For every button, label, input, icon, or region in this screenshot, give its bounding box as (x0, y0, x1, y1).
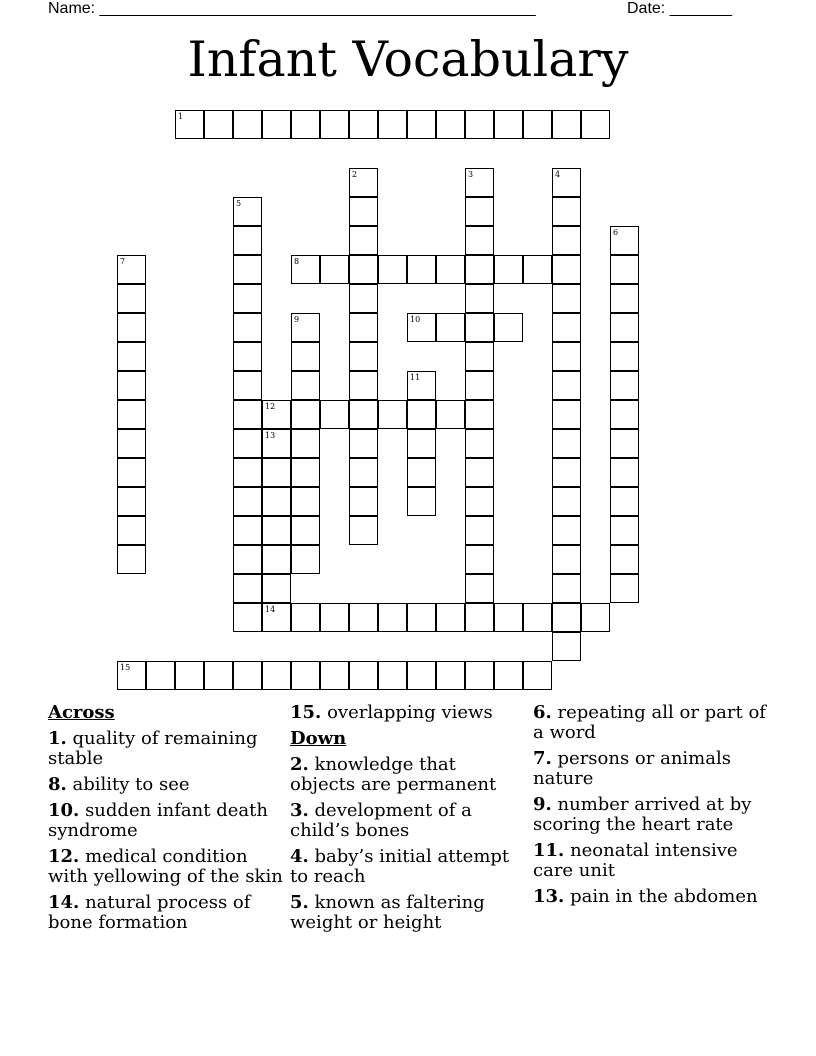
grid-cell[interactable] (117, 545, 146, 574)
grid-cell[interactable] (349, 313, 378, 342)
grid-cell[interactable] (320, 110, 349, 139)
name-line: Name: _________________________________________________ (48, 0, 536, 17)
grid-cell[interactable] (552, 632, 581, 661)
grid-cell[interactable] (291, 487, 320, 516)
grid-cell[interactable] (610, 313, 639, 342)
grid-cell[interactable] (378, 400, 407, 429)
clue-down-6: 6. repeating all or part of a word (533, 702, 766, 743)
grid-cell[interactable] (436, 255, 465, 284)
grid-cell[interactable] (465, 342, 494, 371)
cell-number: 13 (265, 431, 276, 440)
grid-cell[interactable] (436, 603, 465, 632)
grid-cell[interactable] (465, 545, 494, 574)
clue-down-5: 5. known as faltering weight or height (290, 892, 485, 933)
grid-cell[interactable] (378, 255, 407, 284)
grid-cell[interactable] (262, 110, 291, 139)
grid-cell[interactable] (262, 487, 291, 516)
clue-across-10: 10. sudden infant death syndrome (48, 800, 268, 841)
grid-cell[interactable] (291, 400, 320, 429)
grid-cell[interactable] (552, 226, 581, 255)
grid-cell[interactable] (233, 342, 262, 371)
grid-cell[interactable] (552, 168, 581, 197)
grid-cell[interactable] (117, 284, 146, 313)
grid-cell[interactable] (610, 342, 639, 371)
grid-cell[interactable] (552, 313, 581, 342)
grid-cell[interactable] (610, 458, 639, 487)
cell-number: 3 (468, 170, 474, 179)
grid-cell[interactable] (465, 284, 494, 313)
grid-cell[interactable] (262, 516, 291, 545)
grid-cell[interactable] (407, 255, 436, 284)
cell-number: 14 (265, 605, 276, 614)
grid-cell[interactable] (233, 487, 262, 516)
cell-number: 4 (555, 170, 561, 179)
grid-cell[interactable] (233, 400, 262, 429)
grid-cell[interactable] (291, 342, 320, 371)
grid-cell[interactable] (465, 371, 494, 400)
grid-cell[interactable] (494, 603, 523, 632)
grid-cell[interactable] (407, 458, 436, 487)
grid-cell[interactable] (204, 110, 233, 139)
grid-cell[interactable] (465, 255, 494, 284)
grid-cell[interactable] (233, 458, 262, 487)
clue-column-2 (290, 703, 525, 939)
grid-cell[interactable] (610, 255, 639, 284)
grid-cell[interactable] (552, 197, 581, 226)
cell-number: 2 (352, 170, 358, 179)
grid-cell[interactable] (233, 313, 262, 342)
grid-cell[interactable] (320, 603, 349, 632)
grid-cell[interactable] (436, 661, 465, 690)
grid-cell[interactable] (233, 110, 262, 139)
grid-cell[interactable] (407, 371, 436, 400)
grid-cell[interactable] (552, 255, 581, 284)
grid-cell[interactable] (262, 458, 291, 487)
cell-number: 7 (120, 257, 126, 266)
grid-cell[interactable] (610, 371, 639, 400)
grid-cell[interactable] (465, 168, 494, 197)
grid-cell[interactable] (349, 400, 378, 429)
grid-cell[interactable] (465, 661, 494, 690)
grid-cell[interactable] (610, 574, 639, 603)
grid-cell[interactable] (407, 400, 436, 429)
grid-cell[interactable] (349, 226, 378, 255)
grid-cell[interactable] (117, 458, 146, 487)
grid-cell[interactable] (233, 197, 262, 226)
grid-cell[interactable] (291, 371, 320, 400)
grid-cell[interactable] (175, 661, 204, 690)
grid-cell[interactable] (581, 110, 610, 139)
grid-cell[interactable] (175, 110, 204, 139)
grid-cell[interactable] (233, 516, 262, 545)
grid-cell[interactable] (552, 342, 581, 371)
grid-cell[interactable] (610, 226, 639, 255)
clue-down-9: 9. number arrived at by scoring the heart rate (533, 794, 752, 835)
cell-number: 9 (294, 315, 300, 324)
grid-cell[interactable] (494, 110, 523, 139)
grid-cell[interactable] (233, 284, 262, 313)
grid-cell[interactable] (552, 458, 581, 487)
grid-cell[interactable] (117, 255, 146, 284)
grid-cell[interactable] (320, 400, 349, 429)
grid-cell[interactable] (291, 516, 320, 545)
clue-down-3: 3. development of a child’s bones (290, 800, 472, 841)
grid-cell[interactable] (552, 400, 581, 429)
clue-column-3 (533, 703, 773, 913)
grid-cell[interactable] (552, 574, 581, 603)
grid-cell[interactable] (407, 603, 436, 632)
grid-cell[interactable] (117, 429, 146, 458)
grid-cell[interactable] (320, 661, 349, 690)
grid-cell[interactable] (117, 313, 146, 342)
grid-cell[interactable] (349, 516, 378, 545)
grid-cell[interactable] (465, 313, 494, 342)
grid-cell[interactable] (349, 255, 378, 284)
grid-cell[interactable] (349, 168, 378, 197)
grid-cell[interactable] (262, 574, 291, 603)
clue-down-4: 4. baby’s initial attempt to reach (290, 846, 510, 887)
grid-cell[interactable] (204, 661, 233, 690)
grid-cell[interactable] (233, 371, 262, 400)
clue-down-2: 2. knowledge that objects are permanent (290, 754, 497, 795)
grid-cell[interactable] (552, 110, 581, 139)
grid-cell[interactable] (494, 313, 523, 342)
grid-cell[interactable] (465, 429, 494, 458)
grid-cell[interactable] (262, 400, 291, 429)
grid-cell[interactable] (349, 371, 378, 400)
grid-cell[interactable] (117, 661, 146, 690)
grid-cell[interactable] (436, 110, 465, 139)
grid-cell[interactable] (378, 603, 407, 632)
grid-cell[interactable] (349, 429, 378, 458)
grid-cell[interactable] (610, 400, 639, 429)
clue-across-12: 12. medical condition with yellowing of the skin (48, 846, 283, 887)
grid-cell[interactable] (291, 110, 320, 139)
grid-cell[interactable] (291, 545, 320, 574)
grid-cell[interactable] (407, 487, 436, 516)
date-line: Date: _______ (627, 0, 732, 17)
grid-cell[interactable] (465, 487, 494, 516)
clue-down-7: 7. persons or animals nature (533, 748, 731, 789)
grid-cell[interactable] (465, 110, 494, 139)
cell-number: 11 (410, 373, 421, 382)
cell-number: 6 (613, 228, 619, 237)
grid-cell[interactable] (291, 661, 320, 690)
grid-cell[interactable] (610, 545, 639, 574)
grid-cell[interactable] (320, 255, 349, 284)
grid-cell[interactable] (494, 255, 523, 284)
grid-cell[interactable] (378, 661, 407, 690)
grid-cell[interactable] (465, 603, 494, 632)
grid-cell[interactable] (262, 545, 291, 574)
grid-cell[interactable] (610, 429, 639, 458)
grid-cell[interactable] (349, 661, 378, 690)
clue-across-14: 14. natural process of bone formation (48, 892, 251, 933)
grid-cell[interactable] (465, 400, 494, 429)
grid-cell[interactable] (262, 429, 291, 458)
grid-cell[interactable] (523, 255, 552, 284)
grid-cell[interactable] (349, 487, 378, 516)
grid-cell[interactable] (552, 487, 581, 516)
grid-cell[interactable] (262, 661, 291, 690)
clue-across-8: 8. ability to see (48, 774, 190, 795)
across-heading: Across (48, 702, 115, 723)
grid-cell[interactable] (436, 400, 465, 429)
cell-number: 5 (236, 199, 242, 208)
grid-cell[interactable] (378, 110, 407, 139)
grid-cell[interactable] (117, 342, 146, 371)
grid-cell[interactable] (291, 255, 320, 284)
grid-cell[interactable] (552, 516, 581, 545)
grid-cell[interactable] (349, 342, 378, 371)
grid-cell[interactable] (233, 661, 262, 690)
grid-cell[interactable] (407, 661, 436, 690)
grid-cell[interactable] (291, 313, 320, 342)
grid-cell[interactable] (233, 255, 262, 284)
cell-number: 15 (120, 663, 131, 672)
grid-cell[interactable] (436, 313, 465, 342)
grid-cell[interactable] (349, 603, 378, 632)
grid-cell[interactable] (233, 574, 262, 603)
grid-cell[interactable] (552, 371, 581, 400)
grid-cell[interactable] (610, 284, 639, 313)
grid-cell[interactable] (146, 661, 175, 690)
grid-cell[interactable] (407, 313, 436, 342)
cell-number: 12 (265, 402, 276, 411)
grid-cell[interactable] (262, 603, 291, 632)
grid-cell[interactable] (233, 226, 262, 255)
grid-cell[interactable] (523, 661, 552, 690)
grid-cell[interactable] (291, 429, 320, 458)
clue-down-13: 13. pain in the abdomen (533, 886, 758, 907)
clue-across-15: 15. overlapping views (290, 702, 493, 723)
grid-cell[interactable] (552, 429, 581, 458)
grid-cell[interactable] (465, 226, 494, 255)
grid-cell[interactable] (233, 603, 262, 632)
grid-cell[interactable] (349, 458, 378, 487)
down-heading: Down (290, 728, 347, 749)
grid-cell[interactable] (233, 545, 262, 574)
clue-column-1 (48, 703, 283, 939)
grid-cell[interactable] (552, 603, 581, 632)
grid-cell[interactable] (552, 284, 581, 313)
grid-cell[interactable] (610, 487, 639, 516)
cell-number: 1 (178, 112, 184, 121)
grid-cell[interactable] (117, 516, 146, 545)
grid-cell[interactable] (465, 574, 494, 603)
grid-cell[interactable] (523, 603, 552, 632)
grid-cell[interactable] (407, 110, 436, 139)
grid-cell[interactable] (349, 110, 378, 139)
grid-cell[interactable] (581, 603, 610, 632)
grid-cell[interactable] (117, 400, 146, 429)
clue-across-1: 1. quality of remaining stable (48, 728, 258, 769)
grid-cell[interactable] (349, 197, 378, 226)
grid-cell[interactable] (552, 545, 581, 574)
grid-cell[interactable] (349, 284, 378, 313)
grid-cell[interactable] (407, 429, 436, 458)
grid-cell[interactable] (117, 487, 146, 516)
grid-cell[interactable] (465, 516, 494, 545)
grid-cell[interactable] (494, 661, 523, 690)
puzzle-title: Infant Vocabulary (187, 31, 629, 88)
grid-cell[interactable] (610, 516, 639, 545)
grid-cell[interactable] (117, 371, 146, 400)
grid-cell[interactable] (465, 197, 494, 226)
clue-down-11: 11. neonatal intensive care unit (533, 840, 738, 881)
grid-cell[interactable] (523, 110, 552, 139)
cell-number: 10 (410, 315, 421, 324)
grid-cell[interactable] (233, 429, 262, 458)
grid-cell[interactable] (291, 603, 320, 632)
grid-cell[interactable] (465, 458, 494, 487)
cell-number: 8 (294, 257, 300, 266)
grid-cell[interactable] (291, 458, 320, 487)
